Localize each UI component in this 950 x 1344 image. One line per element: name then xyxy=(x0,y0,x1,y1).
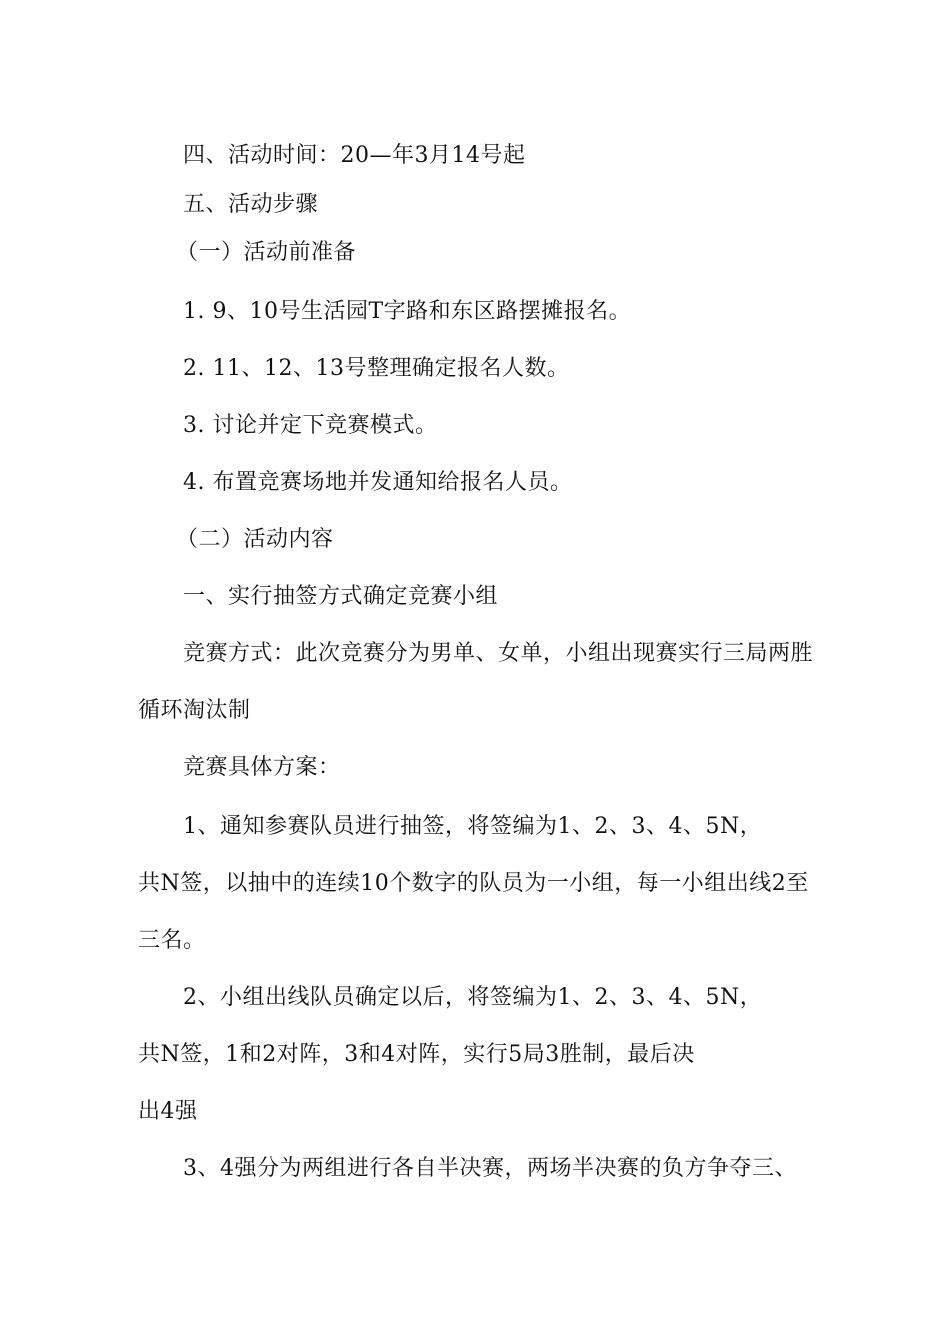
competition-format-line-2: 循环淘汰制 xyxy=(138,698,251,723)
prep-step-2: 2. 11、12、13号整理确定报名人数。 xyxy=(183,356,570,381)
prep-step-4: 4. 布置竞赛场地并发通知给报名人员。 xyxy=(183,470,573,495)
competition-plan-heading: 竞赛具体方案： xyxy=(183,755,341,780)
plan-item-2-line-1: 2、小组出线队员确定以后，将签编为1、2、3、4、5N， xyxy=(183,985,763,1010)
subsection-preparation: （一）活动前准备 xyxy=(176,240,357,265)
plan-item-1-line-1: 1、通知参赛队员进行抽签，将签编为1、2、3、4、5N， xyxy=(183,814,763,839)
plan-item-2-line-2: 共N签，1和2对阵，3和4对阵，实行5局3胜制，最后决 xyxy=(138,1042,695,1067)
content-heading-draw: 一、实行抽签方式确定竞赛小组 xyxy=(183,584,499,609)
competition-format-line-1: 竞赛方式：此次竞赛分为男单、女单，小组出现赛实行三局两胜 xyxy=(183,641,814,666)
plan-item-1-line-2: 共N签，以抽中的连续10个数字的队员为一小组，每一小组出线2至 xyxy=(138,871,809,896)
subsection-activity-content: （二）活动内容 xyxy=(176,527,334,552)
plan-item-1-line-3: 三名。 xyxy=(138,928,206,953)
plan-item-2-line-3: 出4强 xyxy=(138,1099,198,1124)
prep-step-1: 1. 9、10号生活园T字路和东区路摆摊报名。 xyxy=(183,299,632,324)
prep-step-3: 3. 讨论并定下竞赛模式。 xyxy=(183,413,438,438)
section-four-activity-time: 四、活动时间：20—年3月14号起 xyxy=(183,143,526,168)
section-five-activity-steps: 五、活动步骤 xyxy=(183,192,319,217)
plan-item-3-line-1: 3、4强分为两组进行各自半决赛，两场半决赛的负方争夺三、 xyxy=(183,1156,797,1181)
